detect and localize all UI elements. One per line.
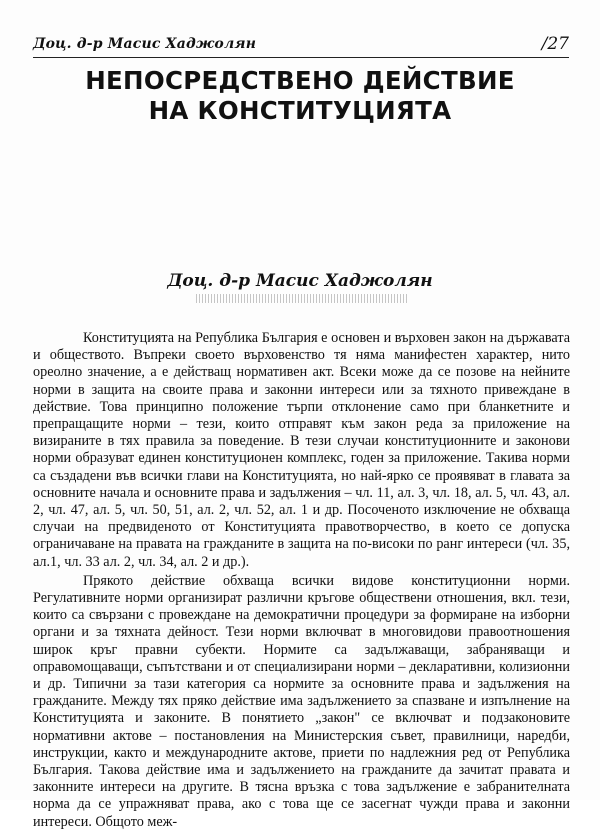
body-paragraph-2: Прякото действие обхваща всички видове конституционни норми. Регулативните норми организират различни кръгове обществени отношения, вкл. тези, които са свързани с провеждане на демократични процедури за формиране на изборни органи и за тяхната дейност. Тези норми включват в многовидови правоотношения широк кръг правни субекти. Нормите са задължаващи, забраняващи и оправомощаващи, съпътствани и от специализирани норми – декларативни, колизионни и др. Типични за тази категория са нормите за основните права и задължения на гражданите. Между тях пряко действие има задължението за спазване и изпълнение на Конституцията и законите. В понятието „закон" се включват и подзаконовите нормативни актове – постановления на Министерския съвет, правилници, наредби, инструкции, както и международните актове, приети по надлежния ред от Република България. Такова действие има и задължението на гражданите да зачитат правата и законните интереси на другите. В тясна връзка с това задължение е забранителната норма да се упражняват права, ако с това ще се засегнат чужди права и законни интереси. Общото меж- <box>33 572 570 830</box>
header-rule <box>33 57 569 58</box>
body-paragraph-1: Конституцията на Република България е основен и върховен закон на държавата и обществото. Въпреки своето върховенство тя няма манифестен характер, нито ореолно значение, а е действащ нормативен акт. Всеки може да се позове на нейните норми в защита на своите права и законни интереси или за тяхното привеждане в действие. Това принципно положение търпи отклонение само при бланкетните и препращащите норми – тези, които отправят към закон реда за приложение на визираните в тях правила за поведение. В тези случаи конституционните и законови норми образуват единен конституционен комплекс, годен за приложение. Такива норми са създадени във всички глави на Конституцията, но най-ярко се проявяват в главата за основните начала и основните права и задължения – чл. 11, ал. 3, чл. 18, ал. 5, чл. 43, ал. 2, чл. 47, ал. 5, чл. 50, 51, ал. 2, чл. 52, ал. 1 и др. Посоченото изключение не обхваща случаи на предвиденото от Конституцията правотворчество, в което се допуска ограничаване на правата на гражданите в защита на по-високи по ранг интереси (чл. 35, ал.1, чл. 33 ал. 2, чл. 34, ал. 2 и др.). <box>33 330 570 570</box>
article-title <box>60 66 540 126</box>
page-number: /27 <box>541 34 569 54</box>
article-title-line-1: НЕПОСРЕДСТВЕНО ДЕЙСТВИЕ <box>85 66 515 95</box>
running-header <box>33 34 569 56</box>
article-body <box>33 330 570 833</box>
running-header-author: Доц. д-р Масис Хаджолян <box>33 36 257 52</box>
article-byline: Доц. д-р Масис Хаджолян <box>167 271 433 291</box>
article-title-line-2: НА КОНСТИТУЦИЯТА <box>148 96 452 125</box>
decorative-scan-speckle <box>196 294 408 303</box>
